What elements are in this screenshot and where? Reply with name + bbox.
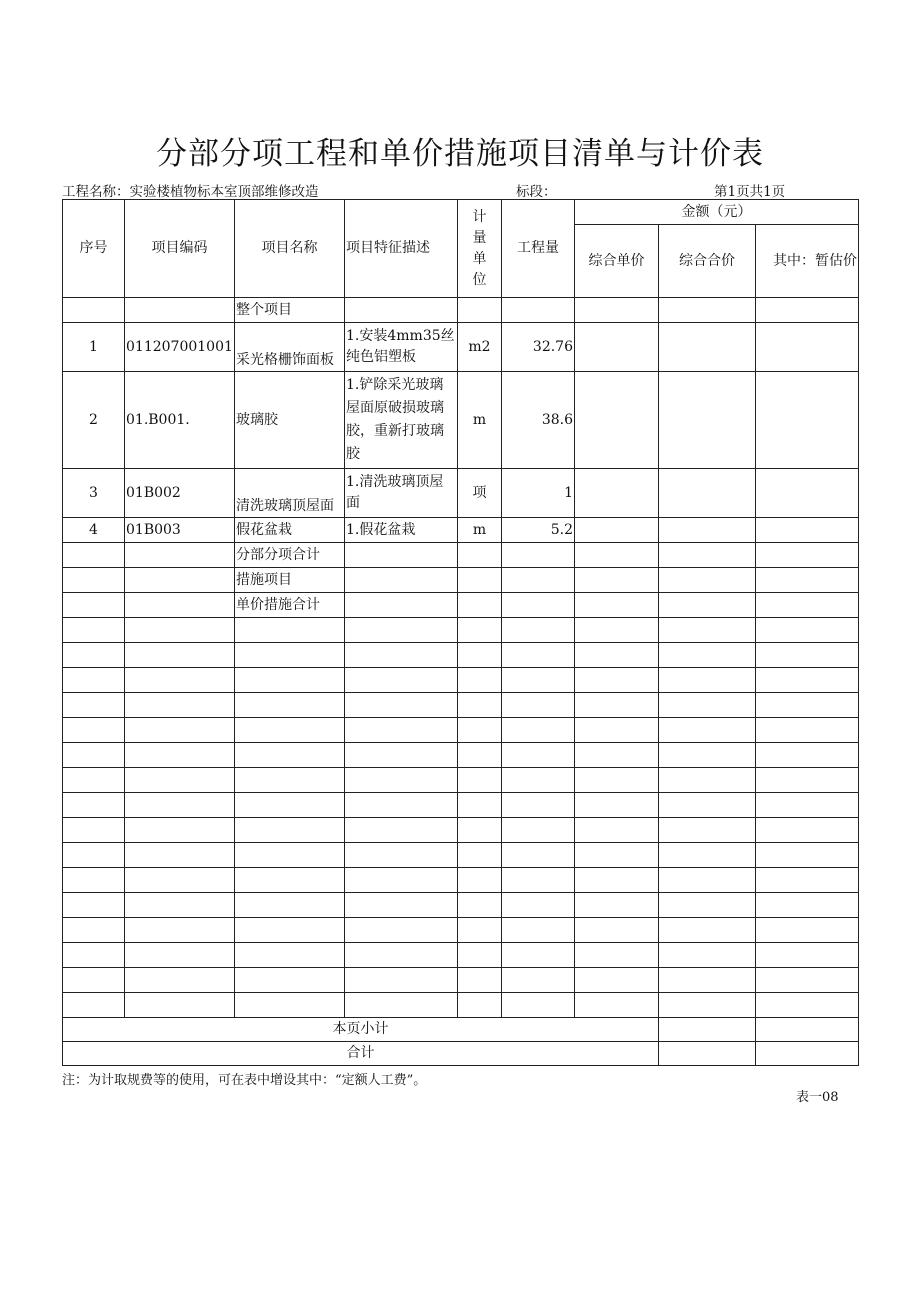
empty-row <box>63 718 859 743</box>
table-row <box>63 543 859 568</box>
header-unit-char: 量 <box>472 229 487 246</box>
cell-unit: 项 <box>458 469 502 518</box>
empty-cell <box>458 843 502 868</box>
empty-cell <box>125 943 235 968</box>
empty-cell <box>63 918 125 943</box>
empty-cell <box>756 768 859 793</box>
empty-cell <box>659 968 756 993</box>
empty-cell <box>756 918 859 943</box>
empty-cell <box>756 643 859 668</box>
cell-qty <box>502 298 575 323</box>
empty-cell <box>659 793 756 818</box>
cell-seq <box>63 568 125 593</box>
cell-desc: 1.铲除采光玻璃屋面原破损玻璃胶，重新打玻璃胶 <box>345 372 458 469</box>
empty-cell <box>502 793 575 818</box>
empty-cell <box>345 843 458 868</box>
empty-cell <box>756 993 859 1018</box>
empty-cell <box>756 743 859 768</box>
cell-name: 假花盆栽 <box>235 518 345 543</box>
cell-seq <box>63 593 125 618</box>
empty-cell <box>659 818 756 843</box>
empty-cell <box>235 943 345 968</box>
cell-code <box>125 298 235 323</box>
table-row <box>63 568 859 593</box>
empty-cell <box>575 868 659 893</box>
empty-cell <box>63 993 125 1018</box>
cell-unit-price <box>575 298 659 323</box>
empty-cell <box>502 643 575 668</box>
empty-cell <box>235 743 345 768</box>
cell-seq <box>63 543 125 568</box>
cell-unit-price <box>575 518 659 543</box>
empty-row <box>63 743 859 768</box>
empty-row <box>63 918 859 943</box>
empty-cell <box>575 718 659 743</box>
cell-name: 单价措施合计 <box>235 593 345 618</box>
empty-cell <box>575 943 659 968</box>
cell-desc <box>345 593 458 618</box>
empty-cell <box>235 768 345 793</box>
empty-cell <box>659 843 756 868</box>
empty-cell <box>502 618 575 643</box>
cell-provisional <box>756 593 859 618</box>
empty-cell <box>502 743 575 768</box>
grand-total-row <box>63 1042 859 1066</box>
cell-unit-price <box>575 543 659 568</box>
page-info: 第1页共1页 <box>714 184 786 200</box>
empty-cell <box>63 818 125 843</box>
empty-cell <box>458 943 502 968</box>
header-desc: 项目特征描述 <box>345 200 458 298</box>
empty-cell <box>575 818 659 843</box>
table-row <box>63 518 859 543</box>
empty-cell <box>345 943 458 968</box>
cell-name: 措施项目 <box>235 568 345 593</box>
cell-name: 玻璃胶 <box>235 372 345 469</box>
cell-total-price <box>659 372 756 469</box>
empty-cell <box>125 818 235 843</box>
empty-row <box>63 793 859 818</box>
empty-cell <box>659 868 756 893</box>
empty-cell <box>458 868 502 893</box>
empty-cell <box>659 743 756 768</box>
empty-cell <box>575 693 659 718</box>
empty-row <box>63 843 859 868</box>
cell-name: 整个项目 <box>235 298 345 323</box>
cell-seq: 3 <box>63 469 125 518</box>
cell-seq: 1 <box>63 323 125 372</box>
header-unit <box>458 200 502 298</box>
empty-cell <box>458 893 502 918</box>
bill-table <box>62 199 859 1066</box>
empty-cell <box>575 968 659 993</box>
empty-cell <box>63 793 125 818</box>
cell-unit: m <box>458 518 502 543</box>
empty-cell <box>756 968 859 993</box>
cell-qty: 32.76 <box>502 323 575 372</box>
empty-row <box>63 618 859 643</box>
empty-cell <box>235 718 345 743</box>
empty-cell <box>458 768 502 793</box>
empty-cell <box>125 968 235 993</box>
empty-cell <box>458 693 502 718</box>
empty-cell <box>345 793 458 818</box>
empty-cell <box>63 893 125 918</box>
cell-qty: 5.2 <box>502 518 575 543</box>
cell-qty <box>502 593 575 618</box>
empty-cell <box>458 818 502 843</box>
grand-total-label: 合计 <box>63 1042 659 1066</box>
empty-cell <box>345 893 458 918</box>
empty-cell <box>575 618 659 643</box>
empty-cell <box>659 993 756 1018</box>
empty-cell <box>235 843 345 868</box>
header-unit-char: 单 <box>472 250 487 267</box>
cell-seq: 4 <box>63 518 125 543</box>
empty-cell <box>659 718 756 743</box>
empty-cell <box>659 618 756 643</box>
empty-row <box>63 993 859 1018</box>
cell-desc: 1.假花盆栽 <box>345 518 458 543</box>
cell-name: 分部分项合计 <box>235 543 345 568</box>
empty-cell <box>235 918 345 943</box>
page-subtotal-row <box>63 1018 859 1042</box>
cell-seq <box>63 298 125 323</box>
empty-cell <box>659 693 756 718</box>
empty-cell <box>756 943 859 968</box>
header-unit-char: 计 <box>472 208 487 225</box>
empty-cell <box>502 818 575 843</box>
empty-cell <box>458 743 502 768</box>
empty-cell <box>63 668 125 693</box>
empty-cell <box>756 718 859 743</box>
cell-code <box>125 543 235 568</box>
cell-qty <box>502 568 575 593</box>
empty-cell <box>575 793 659 818</box>
empty-cell <box>125 618 235 643</box>
empty-cell <box>458 793 502 818</box>
empty-cell <box>502 693 575 718</box>
cell-desc <box>345 543 458 568</box>
cell-qty: 38.6 <box>502 372 575 469</box>
footnote: 注：为计取规费等的使用，可在表中增设其中：“定额人工费”。 <box>62 1073 427 1088</box>
empty-cell <box>235 868 345 893</box>
header-code: 项目编码 <box>125 200 235 298</box>
cell-name: 采光格栅饰面板 <box>235 323 345 372</box>
cell-provisional <box>756 298 859 323</box>
cell-total-price <box>659 323 756 372</box>
cell-provisional <box>756 469 859 518</box>
empty-cell <box>345 768 458 793</box>
page-title: 分部分项工程和单价措施项目清单与计价表 <box>156 136 764 172</box>
empty-cell <box>125 768 235 793</box>
header-provisional: 其中：暂估价 <box>756 225 859 298</box>
table-row <box>63 323 859 372</box>
empty-row <box>63 943 859 968</box>
page-subtotal-total-price <box>659 1018 756 1042</box>
empty-cell <box>125 918 235 943</box>
empty-cell <box>502 868 575 893</box>
cell-total-price <box>659 298 756 323</box>
cell-total-price <box>659 568 756 593</box>
cell-unit-price <box>575 593 659 618</box>
cell-total-price <box>659 543 756 568</box>
cell-desc: 1.清洗玻璃顶屋面 <box>345 469 458 518</box>
empty-cell <box>458 918 502 943</box>
empty-cell <box>125 668 235 693</box>
empty-row <box>63 818 859 843</box>
cell-unit-price <box>575 323 659 372</box>
cell-unit <box>458 593 502 618</box>
cell-total-price <box>659 469 756 518</box>
empty-cell <box>502 943 575 968</box>
cell-total-price <box>659 518 756 543</box>
grand-total-total-price <box>659 1042 756 1066</box>
cell-provisional <box>756 323 859 372</box>
empty-cell <box>345 743 458 768</box>
empty-cell <box>345 868 458 893</box>
table-row <box>63 298 859 323</box>
empty-cell <box>502 668 575 693</box>
empty-cell <box>345 718 458 743</box>
empty-cell <box>63 743 125 768</box>
empty-cell <box>345 918 458 943</box>
empty-cell <box>125 693 235 718</box>
form-code: 表一08 <box>796 1090 839 1105</box>
empty-cell <box>458 993 502 1018</box>
cell-code <box>125 593 235 618</box>
header-qty: 工程量 <box>502 200 575 298</box>
empty-cell <box>345 993 458 1018</box>
empty-cell <box>63 843 125 868</box>
empty-row <box>63 668 859 693</box>
empty-cell <box>63 943 125 968</box>
empty-cell <box>575 918 659 943</box>
empty-cell <box>235 618 345 643</box>
table-row <box>63 469 859 518</box>
header-row <box>63 200 859 225</box>
empty-cell <box>125 793 235 818</box>
empty-cell <box>502 718 575 743</box>
header-amount: 金额（元） <box>575 200 859 225</box>
cell-provisional <box>756 518 859 543</box>
cell-seq: 2 <box>63 372 125 469</box>
cell-unit <box>458 298 502 323</box>
empty-row <box>63 693 859 718</box>
empty-cell <box>502 893 575 918</box>
cell-name: 清洗玻璃顶屋面 <box>235 469 345 518</box>
empty-cell <box>63 868 125 893</box>
empty-cell <box>345 643 458 668</box>
table-row <box>63 593 859 618</box>
empty-cell <box>235 818 345 843</box>
empty-cell <box>125 643 235 668</box>
table-row <box>63 372 859 469</box>
cell-unit: m2 <box>458 323 502 372</box>
empty-cell <box>63 643 125 668</box>
empty-cell <box>575 893 659 918</box>
cell-unit: m <box>458 372 502 469</box>
cell-unit-price <box>575 372 659 469</box>
header-unit-char: 位 <box>472 271 487 288</box>
empty-cell <box>756 793 859 818</box>
empty-cell <box>345 818 458 843</box>
empty-cell <box>659 943 756 968</box>
empty-row <box>63 893 859 918</box>
empty-cell <box>458 618 502 643</box>
empty-cell <box>235 668 345 693</box>
empty-cell <box>659 768 756 793</box>
empty-cell <box>345 968 458 993</box>
empty-cell <box>756 893 859 918</box>
empty-row <box>63 968 859 993</box>
section-label: 标段： <box>516 184 557 200</box>
empty-cell <box>345 668 458 693</box>
empty-cell <box>125 843 235 868</box>
empty-cell <box>235 643 345 668</box>
empty-cell <box>575 668 659 693</box>
page-subtotal-provisional <box>756 1018 859 1042</box>
empty-cell <box>345 618 458 643</box>
cell-code: 01.B001. <box>125 372 235 469</box>
empty-row <box>63 868 859 893</box>
empty-cell <box>502 993 575 1018</box>
empty-cell <box>63 968 125 993</box>
empty-cell <box>458 968 502 993</box>
empty-cell <box>125 743 235 768</box>
empty-cell <box>345 693 458 718</box>
cell-unit-price <box>575 568 659 593</box>
empty-cell <box>235 793 345 818</box>
empty-cell <box>756 868 859 893</box>
page-subtotal-label: 本页小计 <box>63 1018 659 1042</box>
empty-row <box>63 643 859 668</box>
empty-cell <box>502 843 575 868</box>
empty-cell <box>575 643 659 668</box>
grand-total-provisional <box>756 1042 859 1066</box>
project-name: 工程名称：实验楼植物标本室顶部维修改造 <box>62 184 319 200</box>
empty-cell <box>63 718 125 743</box>
empty-cell <box>458 643 502 668</box>
cell-code: 01B003 <box>125 518 235 543</box>
empty-cell <box>458 718 502 743</box>
empty-cell <box>575 993 659 1018</box>
empty-cell <box>63 768 125 793</box>
empty-cell <box>63 693 125 718</box>
empty-cell <box>575 768 659 793</box>
cell-code: 011207001001 <box>125 323 235 372</box>
cell-provisional <box>756 372 859 469</box>
empty-cell <box>659 668 756 693</box>
empty-cell <box>235 993 345 1018</box>
cell-unit <box>458 543 502 568</box>
empty-cell <box>502 968 575 993</box>
cell-qty: 1 <box>502 469 575 518</box>
empty-cell <box>756 818 859 843</box>
empty-cell <box>659 893 756 918</box>
empty-cell <box>502 768 575 793</box>
header-seq: 序号 <box>63 200 125 298</box>
empty-cell <box>502 918 575 943</box>
empty-cell <box>125 993 235 1018</box>
empty-cell <box>458 668 502 693</box>
empty-cell <box>125 868 235 893</box>
header-unit-price: 综合单价 <box>575 225 659 298</box>
empty-row <box>63 768 859 793</box>
empty-cell <box>235 893 345 918</box>
empty-cell <box>125 718 235 743</box>
cell-unit <box>458 568 502 593</box>
cell-qty <box>502 543 575 568</box>
header-name: 项目名称 <box>235 200 345 298</box>
empty-cell <box>659 918 756 943</box>
cell-total-price <box>659 593 756 618</box>
cell-desc <box>345 298 458 323</box>
cell-provisional <box>756 568 859 593</box>
empty-cell <box>756 693 859 718</box>
empty-cell <box>125 893 235 918</box>
header-total-price: 综合合价 <box>659 225 756 298</box>
cell-desc: 1.安装4mm35丝纯色铝塑板 <box>345 323 458 372</box>
cell-code: 01B002 <box>125 469 235 518</box>
empty-cell <box>659 643 756 668</box>
empty-cell <box>575 743 659 768</box>
cell-provisional <box>756 543 859 568</box>
empty-cell <box>575 843 659 868</box>
empty-cell <box>235 693 345 718</box>
empty-cell <box>235 968 345 993</box>
cell-desc <box>345 568 458 593</box>
empty-cell <box>756 618 859 643</box>
empty-cell <box>63 618 125 643</box>
cell-unit-price <box>575 469 659 518</box>
empty-cell <box>756 668 859 693</box>
cell-code <box>125 568 235 593</box>
empty-cell <box>756 843 859 868</box>
